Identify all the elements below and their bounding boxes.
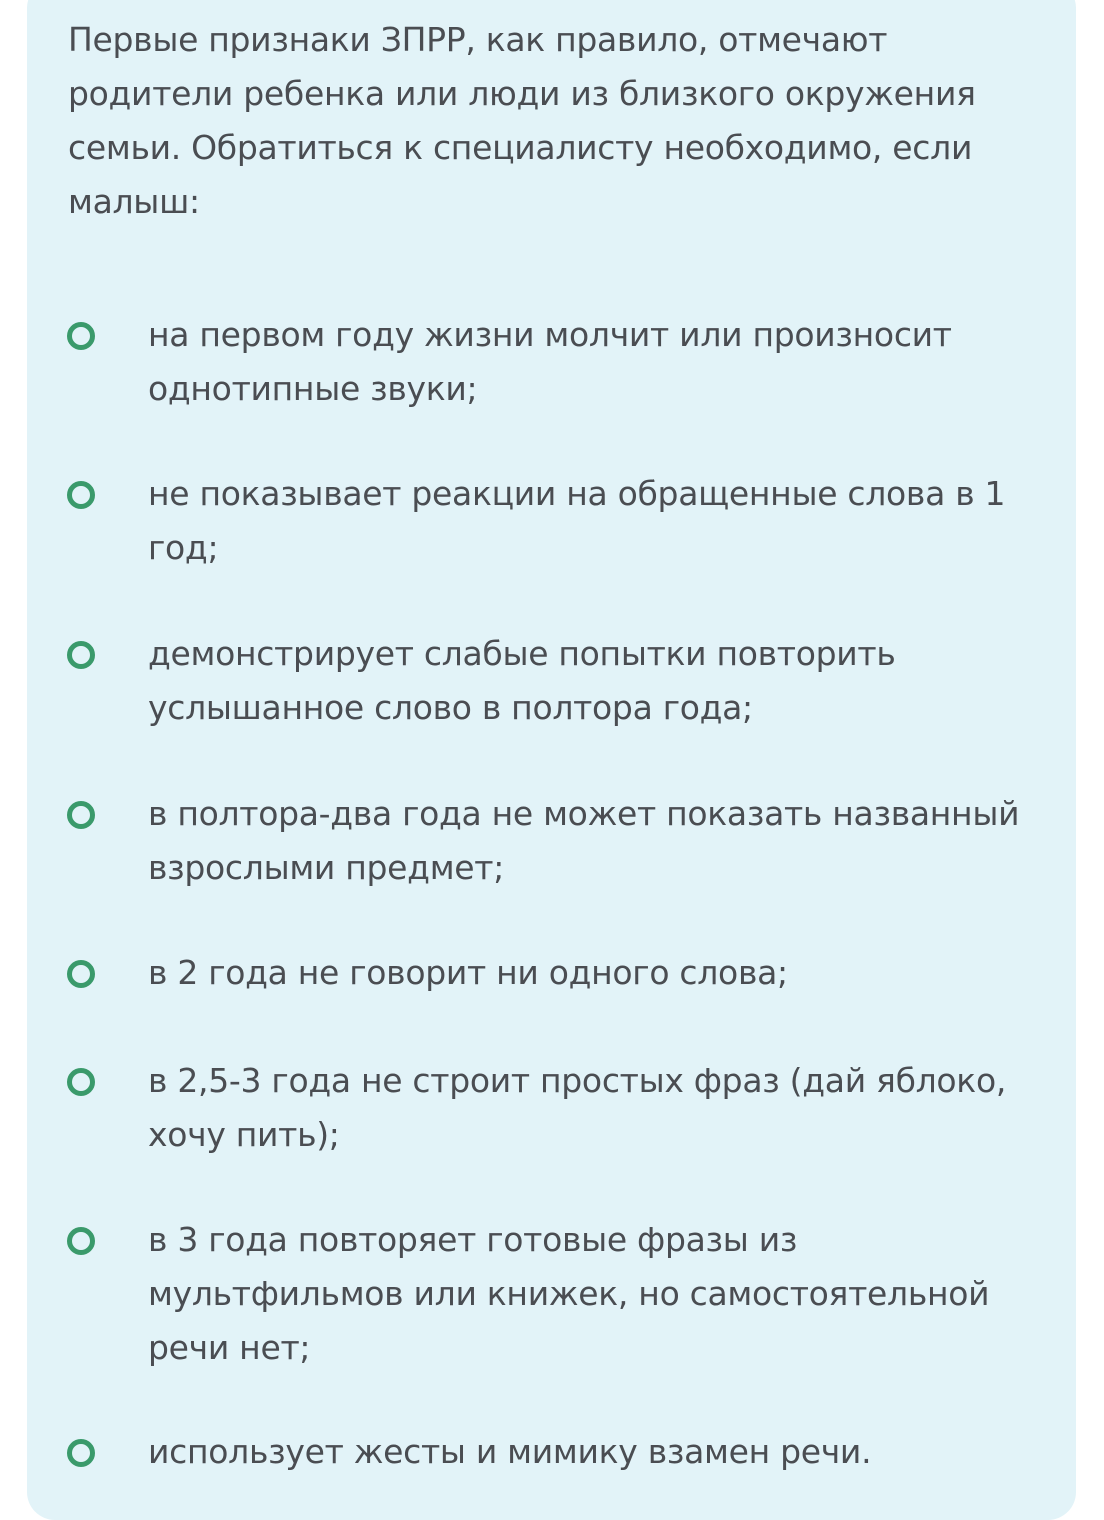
list-item-text: в 3 года повторяет готовые фразы из мультфильмов или книжек, но самостоятельной речи нет; xyxy=(148,1220,990,1367)
circle-outline-icon xyxy=(67,1227,95,1255)
circle-outline-icon xyxy=(67,641,95,669)
list-item-text: использует жесты и мимику взамен речи. xyxy=(148,1432,872,1471)
circle-outline-icon xyxy=(67,1439,95,1467)
list-item-text: демонстрирует слабые попытки повторить услышанное слово в полтора года; xyxy=(148,634,896,727)
list-item-text: в полтора-два года не может показать названный взрослыми предмет; xyxy=(148,794,1020,887)
list-item-text: не показывает реакции на обращенные слова в 1 год; xyxy=(148,474,1006,567)
circle-outline-icon xyxy=(67,960,95,988)
list-item-text: в 2,5-3 года не строит простых фраз (дай яблоко, хочу пить); xyxy=(148,1061,1007,1154)
circle-outline-icon xyxy=(67,322,95,350)
list-item-text: в 2 года не говорит ни одного слова; xyxy=(148,953,788,992)
circle-outline-icon xyxy=(67,1068,95,1096)
intro-paragraph: Первые признаки ЗПРР, как правило, отмечают родители ребенка или люди из близкого окружения семьи. Обратиться к специалисту необходимо, если малыш: xyxy=(68,20,976,221)
list-item-text: на первом году жизни молчит или произносит однотипные звуки; xyxy=(148,315,952,408)
circle-outline-icon xyxy=(67,481,95,509)
circle-outline-icon xyxy=(67,801,95,829)
